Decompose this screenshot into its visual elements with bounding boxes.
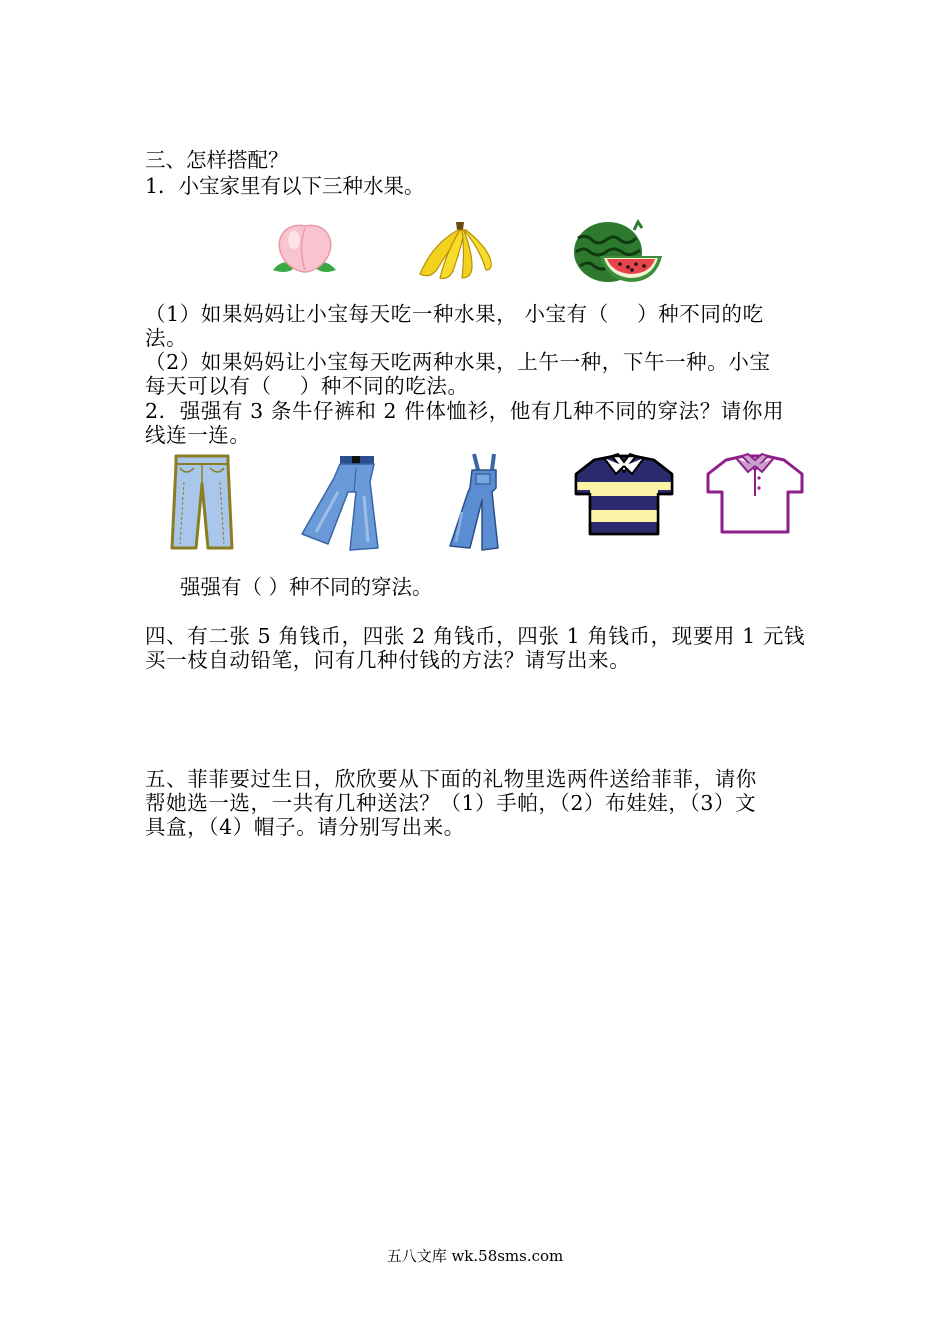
page-footer: 五八文库 wk.58sms.com [386,1247,564,1265]
q2-answer: 强强有（ ）种不同的穿法。 [180,575,433,599]
q1-part1-line2: 法。 [145,326,188,350]
section3-title: 三、怎样搭配？ [145,148,289,172]
jeans-flared-icon [298,452,384,552]
section5 [145,767,807,839]
q1-part2-line2: 每天可以有（ ）种不同的吃法。 [145,374,469,398]
peach-icon [268,218,342,280]
jeans-khaki-icon [170,452,234,552]
section4-line1: 四、有二张 5 角钱币，四张 2 角钱币，四张 1 角钱币，现要用 1 元钱 [145,624,806,648]
q1-intro: 1．小宝家里有以下三种水果。 [145,174,425,198]
q1-part2 [145,350,807,398]
section5-line2: 帮她选一选，一共有几种送法？（1）手帕，（2）布娃娃，（3）文 [145,791,757,815]
watermelon-icon [572,216,664,284]
section4-line2: 买一枝自动铅笔，问有几种付钱的方法？请写出来。 [145,648,631,672]
purple-shirt-icon [706,452,804,536]
q2-line2: 线连一连。 [145,423,251,447]
q2-question [145,399,807,447]
section4 [145,624,807,672]
striped-shirt-icon [574,452,674,536]
section5-line1: 五、菲菲要过生日，欣欣要从下面的礼物里选两件送给菲菲，请你 [145,767,757,791]
section5-line3: 具盒，（4）帽子。请分别写出来。 [145,815,465,839]
q1-part2-line1: （2）如果妈妈让小宝每天吃两种水果，上午一种，下午一种。小宝 [145,350,771,374]
q2-line1: 2．强强有 3 条牛仔裤和 2 件体恤衫，他有几种不同的穿法？请你用 [145,399,785,423]
q1-part1-line1: （1）如果妈妈让小宝每天吃一种水果， 小宝有（ ）种不同的吃 [145,302,764,326]
overalls-icon [442,452,500,552]
banana-icon [416,216,494,284]
q1-part1 [145,302,807,350]
